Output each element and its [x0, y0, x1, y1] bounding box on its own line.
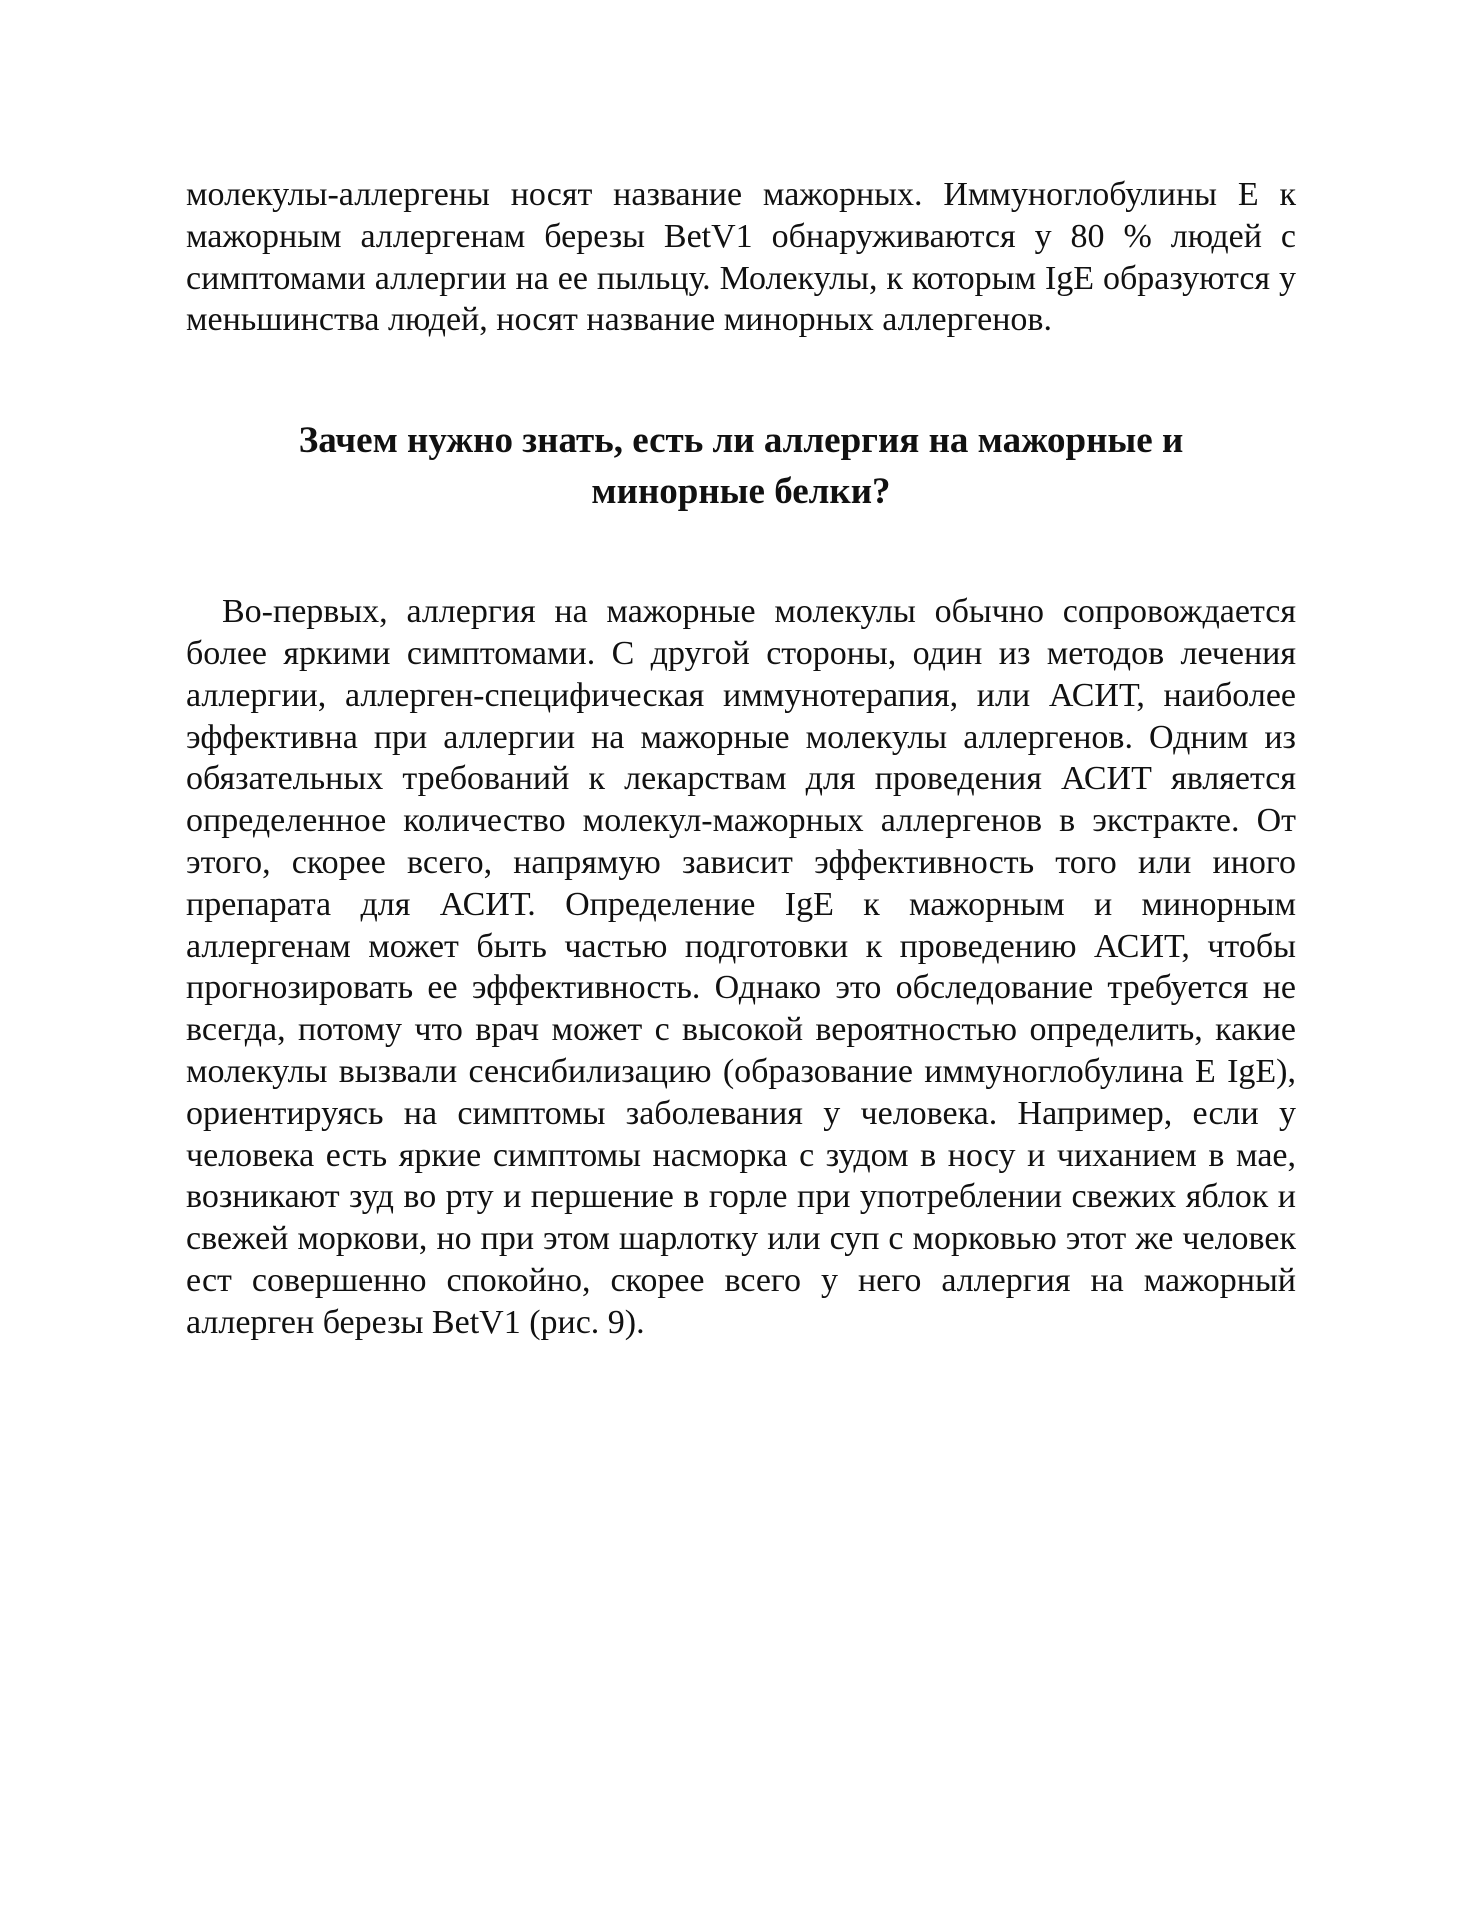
section-heading-line-2: минорные белки? — [591, 471, 891, 513]
document-body — [186, 174, 1296, 1344]
paragraph-asit: Во-первых, аллергия на мажорные молекулы обычно сопровождается более яркими симптомами. С другой стороны, один из методов лечения аллергии, аллерген-специфическая иммунотерапия, или АСИТ, наиболее эффективна при аллергии на мажорные молекулы аллергенов. Одним из обязательных требований к лекарствам для проведения АСИТ является определенное количество молекул-мажорных аллергенов в экстракте. От этого, скорее всего, напрямую зависит эффективность того или иного препарата для АСИТ. Определение IgE к мажорным и минорным аллергенам может быть частью подготовки к проведению АСИТ, чтобы прогнозировать ее эффективность. Однако это обследование требуется не всегда, потому что врач может с высокой вероятностью определить, какие молекулы вызвали сенсибилизацию (образование иммуноглобулина Е IgE), ориентируясь на симптомы заболевания у человека. Например, если у человека есть яркие симптомы насморка с зудом в носу и чиханием в мае, возникают зуд во рту и першение в горле при употреблении свежих яблок и свежей моркови, но при этом шарлотку или суп с морковью этот же человек ест совершенно спокойно, скорее всего у него аллергия на мажорный аллерген березы BetV1 (рис. 9). — [186, 593, 1296, 1341]
section-heading — [186, 415, 1296, 517]
paragraph-major-allergens: молекулы-аллергены носят название мажорных. Иммуноглобулины Е к мажорным аллергенам березы BetV1 обнаруживаются у 80 % людей с симптомами аллергии на ее пыльцу. Молекулы, к которым IgE образуются у меньшинства людей, носят название минорных аллергенов. — [186, 176, 1296, 339]
heading-spacer — [186, 517, 1296, 591]
section-heading-line-1: Зачем нужно знать, есть ли аллергия на мажорные и — [298, 420, 1184, 462]
